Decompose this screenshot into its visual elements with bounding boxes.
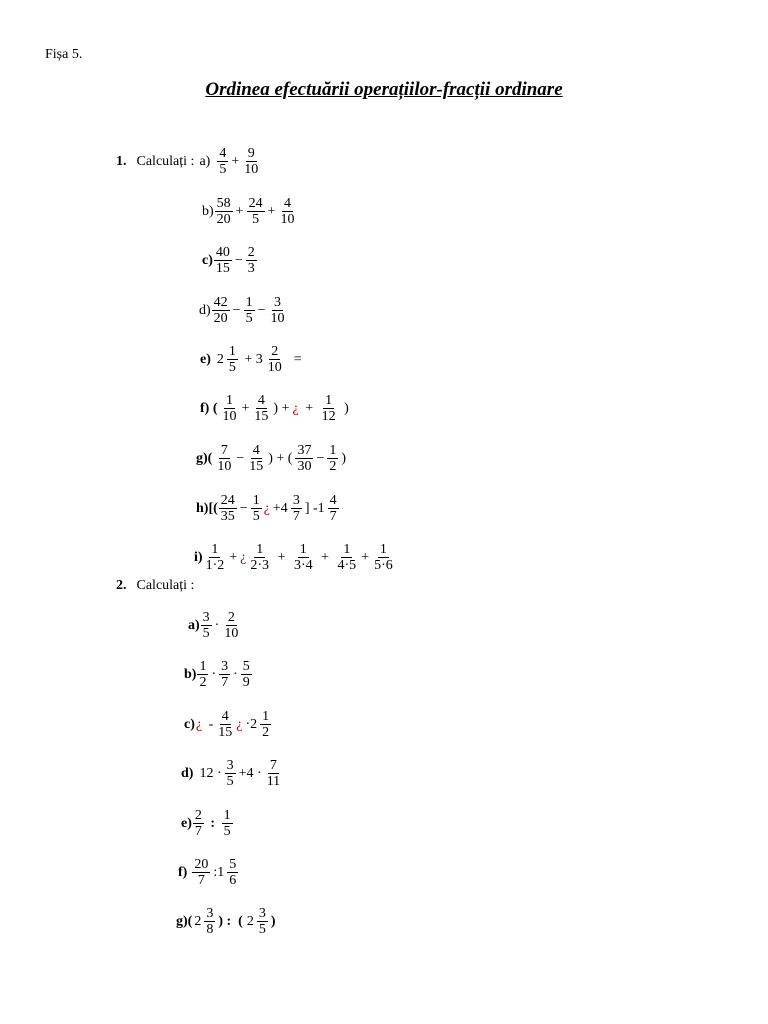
- fraction-numerator: 42: [213, 295, 228, 310]
- exercise-1g-label: g)(: [196, 450, 213, 466]
- fraction-denominator: 5: [228, 360, 236, 375]
- fraction-numerator: 3: [292, 493, 300, 508]
- fraction-numerator: 2: [271, 344, 279, 359]
- fraction: [217, 146, 228, 177]
- fraction-denominator: 10: [244, 162, 259, 177]
- exercise-2f-label: f): [178, 864, 188, 880]
- fraction-denominator: 1·2: [205, 558, 225, 573]
- fraction-denominator: 5: [223, 824, 231, 839]
- fraction-denominator: 35: [220, 509, 235, 524]
- fraction-numerator: 3: [206, 906, 214, 921]
- fraction-numerator: 1: [262, 709, 270, 724]
- fraction-numerator: 1: [256, 542, 264, 557]
- fraction: [268, 295, 286, 326]
- fraction-numerator: 3: [258, 906, 266, 921]
- fraction-numerator: 2: [227, 610, 235, 625]
- fraction-denominator: 5·6: [374, 558, 393, 573]
- fraction-numerator: 1: [245, 295, 253, 310]
- exercise-1h: [196, 493, 340, 524]
- fraction-numerator: 24: [220, 493, 235, 508]
- fraction-denominator: 5: [219, 162, 227, 177]
- exercise-2e-expression: [192, 808, 234, 839]
- exercise-1d-label: d): [199, 302, 211, 318]
- fraction-denominator: 15: [215, 261, 230, 276]
- fraction: [327, 443, 338, 474]
- exercise-1h-label: h)[(: [196, 500, 218, 516]
- fraction: [227, 857, 238, 888]
- exercise-1d-expression: [211, 295, 288, 326]
- expression-text: ·: [233, 666, 238, 682]
- fraction-denominator: 15: [249, 459, 264, 474]
- exercise-2a-label: a): [188, 617, 200, 633]
- fraction-numerator: 4: [219, 146, 227, 161]
- fraction-denominator: 10: [217, 459, 232, 474]
- exercise-2g-expression: [192, 906, 277, 937]
- exercise-1g-expression: [214, 443, 348, 474]
- fraction: [260, 709, 271, 740]
- exercise-2e-label: e): [181, 815, 192, 831]
- fraction-denominator: 5: [245, 311, 253, 326]
- exercise-2e: [181, 808, 234, 839]
- exercise-1f-label: f) (: [200, 400, 218, 416]
- fraction-numerator: 1: [299, 542, 307, 557]
- operator: −: [232, 302, 241, 318]
- expression-text: +: [229, 549, 238, 565]
- fraction-numerator: 4: [329, 493, 337, 508]
- fraction-denominator: 20: [213, 311, 228, 326]
- expression-text: +: [317, 549, 333, 565]
- exercise-1d: [199, 295, 287, 326]
- fraction: [320, 393, 338, 424]
- fraction-denominator: 2: [199, 675, 207, 690]
- expression-text: ·: [211, 666, 217, 682]
- exercise-1b-expression: [214, 196, 298, 227]
- expression-text: -: [205, 716, 214, 732]
- fraction-denominator: 5: [252, 212, 260, 227]
- fraction: [372, 542, 395, 573]
- expression-text: ): [340, 400, 349, 416]
- expression-text: +: [301, 400, 317, 416]
- fraction: [266, 344, 284, 375]
- exercise-1i-label: i): [194, 549, 203, 565]
- fraction: [247, 443, 265, 474]
- exercise-2-number: 2.: [116, 578, 127, 593]
- fraction-numerator: 58: [216, 196, 231, 211]
- fraction-denominator: 9: [242, 675, 250, 690]
- operator: −: [236, 450, 245, 466]
- fraction-denominator: 5: [252, 509, 260, 524]
- fraction-denominator: 20: [216, 212, 231, 227]
- fraction-numerator: 3: [221, 659, 229, 674]
- expression-text: 2: [194, 913, 202, 929]
- fraction: [222, 610, 240, 641]
- fraction: [248, 542, 271, 573]
- fraction-numerator: 5: [229, 857, 237, 872]
- fraction: [204, 906, 215, 937]
- exercise-1c-label: c): [202, 252, 213, 268]
- fraction: [278, 196, 296, 227]
- fraction: [257, 906, 268, 937]
- fraction-numerator: 40: [215, 245, 230, 260]
- exercise-1a-expression: [216, 146, 261, 177]
- fraction: [328, 493, 339, 524]
- exercise-2d: [181, 758, 283, 789]
- fraction: [252, 393, 270, 424]
- exercise-2c-label: c): [184, 716, 195, 732]
- fraction: [241, 659, 252, 690]
- fraction-denominator: 11: [266, 774, 281, 789]
- exercise-1h-expression: [218, 493, 340, 524]
- expression-text: 12 ·: [199, 765, 222, 781]
- exercise-1i: [194, 542, 396, 573]
- expression-text: +: [241, 400, 250, 416]
- fraction-numerator: 3: [273, 295, 281, 310]
- operator: −: [239, 500, 248, 516]
- exercise-1a-label: a): [199, 153, 211, 169]
- fraction: [212, 295, 230, 326]
- fraction-numerator: 1: [329, 443, 337, 458]
- fraction-numerator: 24: [248, 196, 263, 211]
- fraction-denominator: 4·5: [337, 558, 357, 573]
- fraction-denominator: 10: [222, 409, 237, 424]
- exercise-2c: [184, 709, 272, 740]
- expression-text: 2: [216, 351, 224, 367]
- fraction-numerator: 3: [202, 610, 210, 625]
- fraction-denominator: 2: [329, 459, 337, 474]
- fraction: [219, 659, 230, 690]
- fraction-numerator: 7: [220, 443, 228, 458]
- exercise-2-instruction: Calculați :: [136, 578, 195, 593]
- fraction-numerator: 5: [242, 659, 250, 674]
- fraction-numerator: 4: [283, 196, 291, 211]
- exercise-2d-label: d): [181, 765, 194, 781]
- division-operator: ) : (: [218, 913, 243, 929]
- expression-text: +4: [272, 500, 288, 516]
- expression-text: 2: [246, 913, 254, 929]
- fraction-numerator: 4: [257, 393, 265, 408]
- exercise-2g-label: g)(: [176, 913, 193, 929]
- fraction-denominator: 7: [197, 873, 205, 888]
- fraction-numerator: 2: [247, 245, 255, 260]
- fraction-numerator: 1: [343, 542, 351, 557]
- fraction: [197, 659, 208, 690]
- sheet-label: Fișa 5.: [45, 47, 83, 62]
- fraction-denominator: 3: [247, 261, 255, 276]
- fraction-denominator: 7: [194, 824, 202, 839]
- fraction: [222, 808, 233, 839]
- placeholder-symbol: ¿: [263, 500, 270, 516]
- page-title: Ordinea efectuării operațiilor-fracții ordinare: [205, 79, 563, 100]
- expression-text: + 3: [240, 351, 263, 367]
- fraction: [246, 245, 257, 276]
- fraction-denominator: 5: [202, 626, 210, 641]
- exercise-2g: [176, 906, 278, 937]
- fraction-numerator: 1: [226, 393, 233, 408]
- operator: −: [234, 252, 243, 268]
- fraction-denominator: 10: [224, 626, 239, 641]
- fraction-numerator: 7: [269, 758, 277, 773]
- fraction: [201, 610, 212, 641]
- division-operator: ): [270, 913, 276, 929]
- fraction: [227, 344, 238, 375]
- fraction: [242, 146, 260, 177]
- fraction: [251, 493, 262, 524]
- expression-text: =: [286, 351, 302, 367]
- fraction-denominator: 2·3: [250, 558, 270, 573]
- fraction: [215, 443, 233, 474]
- fraction: [216, 709, 234, 740]
- expression-text: ): [341, 450, 347, 466]
- expression-text: +: [361, 549, 370, 565]
- exercise-2b: [184, 659, 253, 690]
- fraction-numerator: 9: [247, 146, 255, 161]
- exercise-1-number: 1.: [116, 153, 127, 169]
- exercise-2c-expression: [195, 709, 272, 740]
- fraction-numerator: 4: [221, 709, 229, 724]
- fraction: [221, 393, 239, 424]
- placeholder-symbol: ¿: [236, 716, 243, 732]
- fraction: [192, 857, 210, 888]
- expression-text: ) +: [273, 400, 290, 416]
- expression-text: ·: [214, 617, 220, 633]
- exercise-2b-expression: [196, 659, 252, 690]
- fraction-numerator: 1: [228, 344, 236, 359]
- exercise-1f-expression: [220, 393, 351, 424]
- fraction-denominator: 8: [206, 922, 214, 937]
- expression-text: ) + (: [268, 450, 293, 466]
- fraction-denominator: 7: [221, 675, 229, 690]
- fraction-numerator: 1: [211, 542, 219, 557]
- fraction-numerator: 2: [194, 808, 202, 823]
- exercise-1f: [200, 393, 351, 424]
- fraction-denominator: 15: [218, 725, 233, 740]
- fraction: [225, 758, 236, 789]
- fraction: [193, 808, 204, 839]
- operator: +: [267, 203, 276, 219]
- fraction-denominator: 6: [229, 873, 237, 888]
- fraction-denominator: 5: [226, 774, 234, 789]
- exercise-2f: [178, 857, 239, 888]
- placeholder-symbol: ¿: [240, 549, 247, 565]
- exercise-1b-label: b): [202, 203, 214, 219]
- fraction: [247, 196, 265, 227]
- fraction: [291, 493, 302, 524]
- exercise-2b-label: b): [184, 666, 197, 682]
- fraction: [215, 196, 233, 227]
- fraction-numerator: 1: [252, 493, 260, 508]
- fraction: [204, 542, 227, 573]
- fraction-denominator: 2: [262, 725, 270, 740]
- fraction: [214, 245, 232, 276]
- fraction: [336, 542, 359, 573]
- fraction-denominator: 10: [267, 360, 282, 375]
- fraction-denominator: 10: [270, 311, 285, 326]
- fraction: [292, 542, 315, 573]
- fraction-denominator: 5: [258, 922, 266, 937]
- fraction-denominator: 30: [297, 459, 312, 474]
- exercise-1b: [202, 196, 297, 227]
- exercise-2-header: [116, 578, 194, 594]
- fraction-numerator: 1: [223, 808, 231, 823]
- expression-text: :1: [213, 864, 225, 880]
- fraction-numerator: 37: [297, 443, 312, 458]
- fraction-numerator: 1: [199, 659, 207, 674]
- fraction-denominator: 10: [280, 212, 295, 227]
- exercise-2d-expression: [197, 758, 283, 789]
- fraction: [244, 295, 255, 326]
- expression-text: +: [274, 549, 289, 565]
- exercise-1e-label: e): [200, 351, 211, 367]
- exercise-1c-expression: [213, 245, 258, 276]
- expression-text: ] -1: [304, 500, 325, 516]
- fraction: [219, 493, 237, 524]
- expression-text: +4 ·: [238, 765, 262, 781]
- operator: −: [257, 302, 266, 318]
- operator: +: [231, 153, 240, 169]
- fraction-denominator: 7: [292, 509, 300, 524]
- operator: −: [316, 450, 325, 466]
- fraction: [265, 758, 282, 789]
- fraction-numerator: 3: [226, 758, 234, 773]
- exercise-1g: [196, 443, 348, 474]
- exercise-1-header: [116, 146, 261, 177]
- exercise-2a: [188, 610, 241, 641]
- fraction-denominator: 15: [254, 409, 269, 424]
- fraction-numerator: 20: [194, 857, 209, 872]
- fraction-numerator: 1: [325, 393, 333, 408]
- fraction-denominator: 7: [329, 509, 337, 524]
- expression-text: ·2: [245, 716, 258, 732]
- placeholder-symbol: ¿: [292, 400, 299, 416]
- fraction-denominator: 12: [321, 409, 336, 424]
- exercise-2f-expression: [191, 857, 239, 888]
- exercise-1e: [200, 344, 304, 375]
- exercise-1-instruction: Calculați :: [136, 153, 195, 169]
- exercise-2a-expression: [200, 610, 242, 641]
- fraction-denominator: 3·4: [293, 558, 313, 573]
- fraction-numerator: 4: [252, 443, 260, 458]
- operator: +: [235, 203, 244, 219]
- fraction-numerator: 1: [379, 542, 387, 557]
- division-operator: :: [206, 815, 219, 831]
- fraction: [295, 443, 313, 474]
- exercise-1i-expression: [203, 542, 396, 573]
- exercise-1c: [202, 245, 258, 276]
- exercise-1e-expression: [215, 344, 304, 375]
- placeholder-symbol: ¿: [195, 716, 203, 732]
